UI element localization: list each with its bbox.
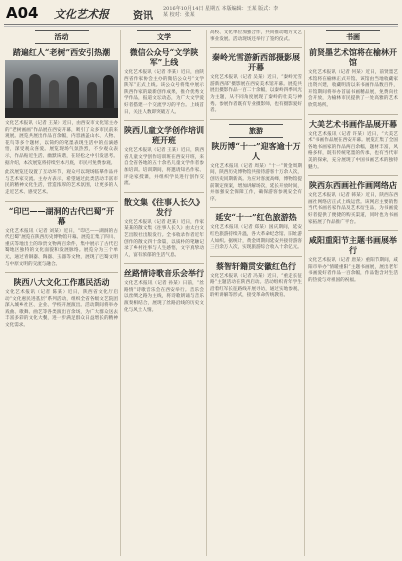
article-body: 文化艺术报讯（记者 王某）近日，陕西省儿童文学创作培训班在西安开班，来自全省各地的五十余名儿童文学作者参加培训。培训期间，将邀请知名作家、评论家授课，并组织学员进行创作交流。	[124, 148, 204, 187]
article-headline: 大美艺术书画作品展开幕	[309, 118, 397, 129]
masthead	[0, 0, 402, 26]
article-headline: 陕西东西画社作画网络店	[309, 180, 397, 191]
divider	[308, 230, 398, 231]
article-body: 文化艺术报讯（记者 唐某）重阳节期间，咸阳市举办“情暖重阳”主题书画展，展出老年书画爱好者作品一百余幅，作品饱含对生活的热爱与对祖国的祝福。	[308, 258, 398, 283]
column-literature	[124, 30, 204, 558]
header-rule	[4, 24, 398, 25]
section-kicker-calligraphy: 书画	[326, 30, 380, 44]
divider	[124, 192, 204, 193]
column-activities	[5, 30, 118, 558]
article-headline: “印巴——湖洞的古代巴蜀”开幕	[8, 205, 115, 226]
article-body: 文化艺术报讯（记者 陈某）近日，陕西省文化厅启动“文化惠民进基层”系列活动，组织全省各级文艺院团深入城乡社区、企业、学校开展演出。活动期间将举办戏曲、歌舞、曲艺等各类演出百余场，为广大群众送去丰富多彩的文化大餐，进一步满足群众日益增长的精神文化需求。	[5, 290, 118, 329]
article-headline: 陕西八大文化工作惠民活动	[13, 277, 110, 288]
divider	[210, 256, 302, 257]
article-headline: 秦岭光雪游新西部摄影展开幕	[212, 52, 300, 73]
header-rule-secondary	[4, 26, 398, 27]
page-number: A04	[6, 4, 39, 22]
article-body: 文化艺术报讯（记者 郑某）国庆期间，延安红色旅游持续升温，各大革命纪念馆、旧址游人如织。据统计，黄金周期间延安共接待游客三百余万人次，实现旅游综合收入十余亿元。	[210, 225, 302, 251]
article-body: 文化艺术报讯（记者 周某）“十一”黄金周期间，陕西历史博物馆共接待游客十万余人次，创历史同期新高。为应对客流高峰，博物馆提前制定预案，增加讲解场次，延长开放时间，并加强安全保障工作，确保游客参观安全有序。	[210, 163, 302, 202]
article-body: 文化艺术报讯（记者 刘某）近日，“印巴——湖洞的古代巴蜀”展览在陕西历史博物馆开幕。展览汇集了四川、重庆等地出土的珍贵文物两百余件，集中展示了古代巴蜀地区独特的文化面貌和发展脉络。展览分为三个单元，通过青铜器、陶器、玉器等文物，展现了巴蜀文明与中原文明的交流与融合。	[5, 228, 118, 267]
article-body: 高校、文化单位加强合作，共同推动地方文艺事业发展。活动现场还举行了签约仪式。	[210, 30, 302, 42]
article-headline: 延安“十一”红色旅游热	[215, 212, 297, 223]
article-headline: 蔡智轩籍贯安徽红色行	[216, 260, 296, 271]
article-body: 文化艺术报讯（记者 赵某）近日，作家某某的散文集《往事人长久》由太白文艺出版社出版发行。全书收录作者近年创作的散文四十余篇，以质朴的笔触记录了乡村往事与人生感悟，文字真挚动人，富有浓郁的生活气息。	[124, 219, 204, 258]
article-body: 文化艺术报讯（记者 王某）近日，由西安市文化馆主办的“老树画画”作品展在西安开幕，吸引了众多市民前来观展。展览共展出作品百余幅，内容涵盖山水、人物、花鸟等多个题材，以简约的笔墨表现生活中的点滴感悟，深受观众喜爱。展览现场气氛热烈，不少观众表示，作品贴近生活、幽默诙谐，在轻松之中引发思考。据介绍，本次展览将持续至本月底，市民可免费参观。	[5, 121, 118, 166]
newspaper-name: 文化艺术报	[54, 8, 109, 21]
column-divider	[120, 30, 121, 556]
article-headline: 丝路情诗歌音乐会举行	[124, 268, 204, 279]
article-body: 此次展览还设置了互动环节，观众可以现场临摹作品并与艺术家交流。主办方表示，希望通过此类活动丰富市民的精神文化生活，营造浓厚的艺术氛围，让更多的人走近艺术、感受艺术。	[5, 170, 118, 195]
section-kicker-literature: 文学	[137, 30, 191, 44]
article-body: 文化艺术报讯（记者 李某）近日，由陕西省作家协会主办的微信公众号“文学陕军”正式上线。该公众号将集中展示陕西作家的最新创作成果，推介优秀文学作品，报道文坛动态，为广大文学爱好者搭建一个交流学习的平台。上线首日，关注人数即突破万人。	[124, 70, 204, 115]
divider	[5, 272, 118, 273]
divider	[210, 47, 302, 48]
section-label: 资讯	[133, 11, 153, 22]
column-travel	[210, 30, 302, 558]
article-headline: 咸阳重阳节主题书画展举行	[309, 235, 397, 256]
article-headline: 微信公众号“文学陕军”上线	[129, 47, 199, 67]
article-headline: 前贤墨艺术馆将在榆林开馆	[309, 47, 397, 67]
article-body: 文化艺术报讯（记者 许某）近日，“大美艺术”书画作品展在西安开幕。展览汇集了全国各地书画家的作品两百余幅，题材丰富，风格多样，既有传统笔墨的传承，也有当代审美的探索，充分展现了中国书画艺术的独特魅力。	[308, 131, 398, 170]
dateline: 2016年10月14日 星期五 本版编辑：王某 版式：李某 校对：张某	[163, 6, 279, 18]
article-headline: 散文集《往事人长久》发行	[124, 196, 204, 217]
article-body: 文化艺术报讯（记者 吴某）近日，“秦岭光雪游新西部”摄影展在西安美术馆开幕。展览共展出摄影作品一百二十余幅，以秦岭四季风光为主题，从不同角度展现了秦岭的壮美与神秀。参展作者既有专业摄影师，也有摄影爱好者。	[210, 75, 302, 114]
column-calligraphy-painting	[308, 30, 398, 558]
divider	[308, 175, 398, 176]
article-body: 文化艺术报讯（记者 韩某）近日，陕西东西画社网络店正式上线运营。该网店主要销售当代书画名家作品及艺术衍生品，为书画爱好者提供了便捷的购买渠道，同时也为书画家拓展了作品推广平台。	[308, 193, 398, 225]
divider	[308, 114, 398, 115]
news-photo	[5, 60, 118, 118]
column-divider	[304, 30, 305, 556]
article-headline: 踏遍红人“老树”西安引热潮	[12, 47, 111, 57]
article-body: 文化艺术报讯（记者 冯某）近日，“重走长征路”主题活动在陕西启动。活动组织青年学生沿着红军长征路线开展寻访，通过实地参观、聆听讲解等形式，接受革命传统教育。	[210, 273, 302, 299]
section-kicker-travel: 旅游	[229, 124, 283, 138]
divider	[210, 119, 302, 120]
article-headline: 陕历博“十一”迎客逾十万人	[211, 140, 301, 161]
article-headline: 陕西儿童文学创作培训班开班	[124, 125, 204, 146]
section-kicker-activities: 活动	[35, 30, 89, 44]
article-body: 文化艺术报讯（记者 孙某）日前，“丝路情”诗歌音乐会在西安举行。音乐会以丝绸之路为主线，将诗歌朗诵与音乐演奏相结合，展现了丝路沿线的历史文化与风土人情。	[124, 281, 204, 313]
column-divider	[206, 30, 207, 556]
article-body: 文化艺术报讯（记者 何某）近日，前贤墨艺术馆将在榆林正式开馆。该馆由当地收藏家出资兴建，收藏明清以来书画作品数百件，开馆期间将举办首届书画精品展，免费向社会开放，为榆林市民提供了一处高雅的艺术欣赏场所。	[308, 70, 398, 108]
divider	[124, 263, 204, 264]
divider	[210, 207, 302, 208]
divider	[124, 120, 204, 121]
divider	[5, 201, 118, 202]
